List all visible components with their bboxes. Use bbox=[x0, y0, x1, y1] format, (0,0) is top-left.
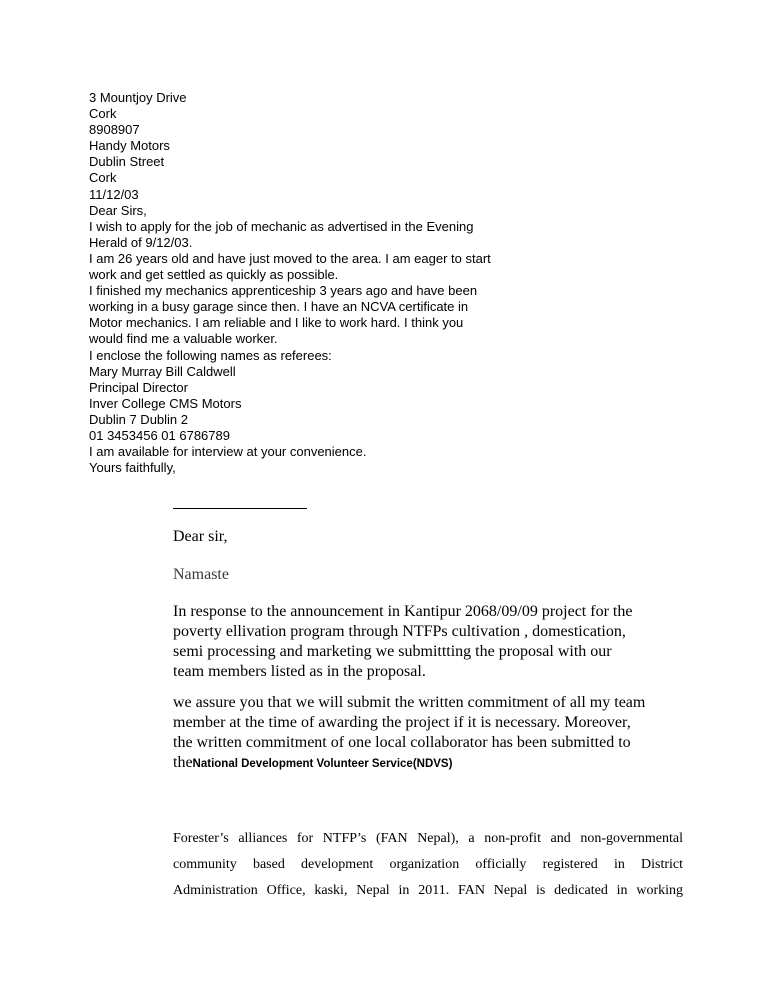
salutation: Dear Sirs, bbox=[89, 202, 147, 218]
body-line: I am 26 years old and have just moved to the area. I am eager to start bbox=[89, 250, 491, 266]
paragraph-line: In response to the announcement in Kantipur 2068/09/09 project for the bbox=[173, 603, 633, 620]
recipient-city: Cork bbox=[89, 170, 117, 186]
body-line: Herald of 9/12/03. bbox=[89, 234, 193, 250]
signature-line bbox=[173, 508, 307, 509]
paragraph-line: poverty ellivation program through NTFPs cultivation , domestication, bbox=[173, 623, 626, 640]
phone-number: 8908907 bbox=[89, 122, 140, 138]
proposal-paragraph-1 bbox=[173, 602, 683, 682]
referee-titles: Principal Director bbox=[89, 379, 188, 395]
referee-addresses: Dublin 7 Dublin 2 bbox=[89, 411, 189, 427]
referee-organizations: Inver College CMS Motors bbox=[89, 395, 242, 411]
proposal-namaste: Namaste bbox=[173, 566, 229, 583]
paragraph-line: community based development organization officially registered in District bbox=[173, 857, 683, 872]
body-line: I finished my mechanics apprenticeship 3 years ago and have been bbox=[89, 283, 478, 299]
paragraph-line: Administration Office, kaski, Nepal in 2011. FAN Nepal is dedicated in working bbox=[173, 883, 683, 898]
recipient-street: Dublin Street bbox=[89, 154, 165, 170]
organization-name: National Development Volunteer Service(NDVS) bbox=[192, 758, 453, 770]
paragraph-line: the written commitment of one local collaborator has been submitted to bbox=[173, 734, 631, 751]
referee-phones: 01 3453456 01 6786789 bbox=[89, 427, 230, 443]
proposal-greeting: Dear sir, bbox=[173, 528, 228, 545]
body-line: I enclose the following names as referees: bbox=[89, 347, 332, 363]
address-line-1: 3 Mountjoy Drive bbox=[89, 90, 187, 105]
paragraph-prefix: the bbox=[173, 754, 193, 771]
body-line: I wish to apply for the job of mechanic as advertised in the Evening bbox=[89, 218, 474, 234]
body-line: work and get settled as quickly as possible. bbox=[89, 267, 339, 283]
paragraph-line: Forester’s alliances for NTFP’s (FAN Nepal), a non-profit and non-governmental bbox=[173, 831, 683, 846]
letter-date: 11/12/03 bbox=[89, 186, 139, 202]
proposal-paragraph-2 bbox=[173, 693, 683, 774]
paragraph-line-last bbox=[173, 753, 683, 774]
body-line: working in a busy garage since then. I have an NCVA certificate in bbox=[89, 299, 469, 315]
closing: Yours faithfully, bbox=[89, 460, 176, 476]
body-line: Motor mechanics. I am reliable and I like to work hard. I think you bbox=[89, 315, 464, 331]
recipient-name: Handy Motors bbox=[89, 138, 170, 154]
proposal-paragraph-3 bbox=[173, 826, 683, 904]
referee-names: Mary Murray Bill Caldwell bbox=[89, 363, 236, 379]
paragraph-line: member at the time of awarding the project if it is necessary. Moreover, bbox=[173, 714, 631, 731]
mechanic-application-letter bbox=[89, 90, 549, 476]
paragraph-line: we assure you that we will submit the written commitment of all my team bbox=[173, 694, 646, 711]
paragraph-line: team members listed as in the proposal. bbox=[173, 663, 426, 680]
body-line: would find me a valuable worker. bbox=[89, 331, 278, 347]
paragraph-line: semi processing and marketing we submittting the proposal with our bbox=[173, 643, 612, 660]
address-line-2: Cork bbox=[89, 106, 117, 122]
body-line: I am available for interview at your convenience. bbox=[89, 444, 367, 460]
